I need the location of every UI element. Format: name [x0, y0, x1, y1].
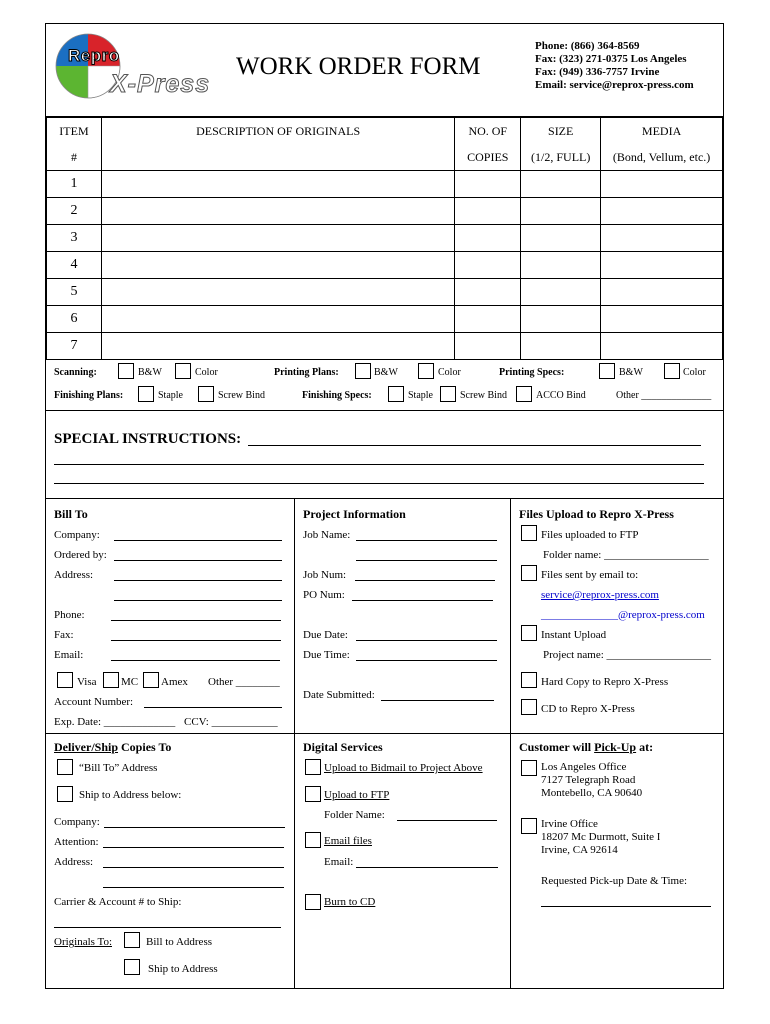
finishing-plans-label: Finishing Plans:	[54, 390, 124, 401]
printing-plans-color-checkbox[interactable]	[418, 363, 434, 379]
finishing-specs-screw-label: Screw Bind	[460, 390, 507, 401]
row-number: 1	[47, 171, 102, 198]
originals-ship-to-checkbox[interactable]	[124, 959, 140, 975]
special-instructions-line-1[interactable]	[248, 445, 701, 446]
col-size-sub: (1/2, FULL)	[521, 144, 601, 171]
deliver-heading-b: Copies To	[118, 740, 172, 754]
digital-section	[303, 738, 507, 983]
irvine-office-checkbox[interactable]	[521, 818, 537, 834]
email-sent-checkbox[interactable]	[521, 565, 537, 581]
cd-checkbox[interactable]	[521, 699, 537, 715]
la-office-name: Los Angeles Office	[541, 761, 627, 773]
mc-label: MC	[121, 676, 139, 688]
bill-to-ordered-by-field[interactable]	[114, 549, 282, 561]
row-number: 7	[47, 333, 102, 360]
instant-upload-label: Instant Upload	[541, 629, 607, 641]
desc-cell[interactable]	[101, 306, 454, 333]
col-item-header: ITEM	[47, 118, 102, 145]
date-submitted-label: Date Submitted:	[303, 689, 375, 701]
pickup-section	[519, 738, 721, 983]
contact-block	[535, 40, 694, 92]
job-name-label: Job Name:	[303, 529, 351, 541]
media-cell[interactable]	[601, 333, 723, 360]
upload-ftp-checkbox[interactable]	[305, 786, 321, 802]
project-name-label: Project name: ___________________	[543, 649, 712, 661]
ccv-label: CCV: ____________	[184, 716, 278, 728]
copies-cell[interactable]	[455, 306, 521, 333]
email-files-label: Email files	[324, 835, 372, 847]
po-num-field[interactable]	[352, 589, 493, 601]
bill-to-company-field[interactable]	[114, 529, 282, 541]
desc-cell[interactable]	[101, 279, 454, 306]
requested-pickup-field[interactable]	[541, 895, 711, 907]
size-cell[interactable]	[521, 333, 601, 360]
bill-to-email-label: Email:	[54, 649, 84, 661]
mc-checkbox[interactable]	[103, 672, 119, 688]
special-instructions-line-2[interactable]	[54, 464, 704, 465]
copies-cell[interactable]	[455, 333, 521, 360]
bill-to-address-field[interactable]	[114, 569, 282, 581]
bill-to-ordered-by-label: Ordered by:	[54, 549, 107, 561]
service-email-link[interactable]: service@reprox-press.com	[541, 589, 659, 601]
section-divider-top	[45, 498, 724, 499]
contact-fax-irvine: Fax: (949) 336-7757 Irvine	[535, 66, 660, 78]
printing-plans-label: Printing Plans:	[274, 367, 339, 378]
media-cell[interactable]	[601, 171, 723, 198]
bill-to-address-label: Address:	[54, 569, 94, 581]
bill-to-address-checkbox[interactable]	[57, 759, 73, 775]
finishing-plans-staple-checkbox[interactable]	[138, 386, 154, 402]
job-name-field-2[interactable]	[356, 549, 497, 561]
ship-company-label: Company:	[54, 816, 100, 828]
copies-cell[interactable]	[455, 171, 521, 198]
table-row	[47, 198, 723, 225]
col-copies-header: NO. OF	[455, 118, 521, 145]
due-time-field[interactable]	[356, 649, 497, 661]
row-number: 6	[47, 306, 102, 333]
column-divider-left	[294, 498, 295, 989]
printing-specs-label: Printing Specs:	[499, 367, 565, 378]
bill-to-phone-field[interactable]	[111, 609, 281, 621]
originals-bill-to-checkbox[interactable]	[124, 932, 140, 948]
desc-cell[interactable]	[101, 252, 454, 279]
finishing-plans-screw-label: Screw Bind	[218, 390, 265, 401]
bidmail-checkbox[interactable]	[305, 759, 321, 775]
finishing-specs-acco-checkbox[interactable]	[516, 386, 532, 402]
ship-attention-field[interactable]	[103, 836, 284, 848]
col-media-header: MEDIA	[601, 118, 723, 145]
scanning-color-checkbox[interactable]	[175, 363, 191, 379]
la-office-address	[541, 761, 642, 800]
ftp-upload-checkbox[interactable]	[521, 525, 537, 541]
contact-email: Email: service@reprox-press.com	[535, 79, 694, 91]
finishing-specs-label: Finishing Specs:	[302, 390, 372, 401]
visa-label: Visa	[77, 676, 97, 688]
scanning-color-label: Color	[195, 367, 218, 378]
deliver-heading	[54, 740, 171, 755]
special-instructions-line-3[interactable]	[54, 483, 704, 484]
project-heading: Project Information	[303, 507, 406, 521]
email-files-checkbox[interactable]	[305, 832, 321, 848]
amex-checkbox[interactable]	[143, 672, 159, 688]
pickup-heading-a: Customer will	[519, 740, 595, 754]
burn-cd-label: Burn to CD	[324, 896, 376, 908]
media-cell[interactable]	[601, 279, 723, 306]
desc-cell[interactable]	[101, 171, 454, 198]
row-number: 5	[47, 279, 102, 306]
size-cell[interactable]	[521, 252, 601, 279]
due-date-field[interactable]	[356, 629, 497, 641]
desc-cell[interactable]	[101, 225, 454, 252]
bill-to-heading: Bill To	[54, 507, 88, 521]
finishing-specs-acco-label: ACCO Bind	[536, 390, 586, 401]
job-num-label: Job Num:	[303, 569, 347, 581]
table-row	[47, 252, 723, 279]
bill-to-section	[54, 505, 290, 731]
digital-email-field[interactable]	[356, 856, 498, 868]
printing-specs-bw-checkbox[interactable]	[599, 363, 615, 379]
copies-cell[interactable]	[455, 198, 521, 225]
other-card-label: Other ________	[208, 676, 280, 688]
requested-pickup-label: Requested Pick-up Date & Time:	[541, 875, 688, 887]
bidmail-label: Upload to Bidmail to Project Above	[324, 762, 483, 774]
ship-address-label: Address:	[54, 856, 94, 868]
bill-to-company-label: Company:	[54, 529, 100, 541]
carrier-field[interactable]	[54, 916, 281, 928]
bill-to-fax-field[interactable]	[111, 629, 281, 641]
copies-cell[interactable]	[455, 279, 521, 306]
job-name-field[interactable]	[356, 529, 497, 541]
col-size-header: SIZE	[521, 118, 601, 145]
size-cell[interactable]	[521, 225, 601, 252]
bill-to-address-label: “Bill To” Address	[79, 762, 158, 774]
items-table	[46, 117, 723, 360]
finishing-specs-screw-checkbox[interactable]	[440, 386, 456, 402]
irvine-office-address	[541, 818, 660, 857]
table-header-row	[47, 118, 723, 145]
po-num-label: PO Num:	[303, 589, 345, 601]
bill-to-email-field[interactable]	[111, 649, 280, 661]
copies-cell[interactable]	[455, 252, 521, 279]
table-row	[47, 279, 723, 306]
burn-cd-checkbox[interactable]	[305, 894, 321, 910]
options-divider	[45, 410, 724, 411]
logo	[50, 30, 220, 102]
upload-ftp-label: Upload to FTP	[324, 789, 390, 801]
finishing-specs-staple-label: Staple	[408, 390, 433, 401]
size-cell[interactable]	[521, 279, 601, 306]
col-media-sub: (Bond, Vellum, etc.)	[601, 144, 723, 171]
la-office-city: Montebello, CA 90640	[541, 787, 643, 799]
copies-cell[interactable]	[455, 225, 521, 252]
printing-specs-color-checkbox[interactable]	[664, 363, 680, 379]
col-copies-sub: COPIES	[455, 144, 521, 171]
table-row	[47, 171, 723, 198]
printing-specs-color-label: Color	[683, 367, 706, 378]
carrier-label: Carrier & Account # to Ship:	[54, 896, 182, 908]
ship-attention-label: Attention:	[54, 836, 99, 848]
irvine-office-city: Irvine, CA 92614	[541, 844, 618, 856]
finishing-plans-screw-checkbox[interactable]	[198, 386, 214, 402]
bill-to-phone-label: Phone:	[54, 609, 85, 621]
scanning-bw-checkbox[interactable]	[118, 363, 134, 379]
cd-label: CD to Repro X-Press	[541, 703, 635, 715]
media-cell[interactable]	[601, 252, 723, 279]
originals-ship-to-label: Ship to Address	[148, 963, 218, 975]
media-cell[interactable]	[601, 198, 723, 225]
printing-plans-bw-checkbox[interactable]	[355, 363, 371, 379]
desc-cell[interactable]	[101, 333, 454, 360]
row-number: 4	[47, 252, 102, 279]
digital-folder-name-field[interactable]	[397, 809, 497, 821]
col-desc-header: DESCRIPTION OF ORIGINALS	[101, 118, 454, 145]
digital-folder-name-label: Folder Name:	[324, 809, 385, 821]
ship-address-field-2[interactable]	[103, 876, 284, 888]
digital-heading: Digital Services	[303, 740, 383, 754]
finishing-row	[54, 386, 719, 406]
size-cell[interactable]	[521, 171, 601, 198]
amex-label: Amex	[161, 676, 188, 688]
column-divider-right	[510, 498, 511, 989]
logo-text-repro: Repro	[68, 46, 120, 65]
bill-to-address-field-2[interactable]	[114, 589, 282, 601]
visa-checkbox[interactable]	[57, 672, 73, 688]
project-section	[303, 505, 507, 731]
bill-to-fax-label: Fax:	[54, 629, 74, 641]
digital-email-label: Email:	[324, 856, 354, 868]
pickup-heading	[519, 740, 653, 755]
contact-phone: Phone: (866) 364-8569	[535, 40, 640, 52]
date-submitted-field[interactable]	[381, 689, 494, 701]
row-number: 2	[47, 198, 102, 225]
email-sent-label: Files sent by email to:	[541, 569, 639, 581]
deliver-heading-a: Deliver/Ship	[54, 740, 119, 754]
contact-fax-la: Fax: (323) 271-0375 Los Angeles	[535, 53, 687, 65]
la-office-street: 7127 Telegraph Road	[541, 774, 636, 786]
row-number: 3	[47, 225, 102, 252]
col-item-sub: #	[47, 144, 102, 171]
pickup-heading-b: Pick-Up	[594, 740, 637, 754]
account-number-field[interactable]	[144, 696, 282, 708]
section-divider-middle	[45, 733, 724, 734]
size-cell[interactable]	[521, 306, 601, 333]
media-cell[interactable]	[601, 225, 723, 252]
originals-bill-to-label: Bill to Address	[146, 936, 213, 948]
files-heading: Files Upload to Repro X-Press	[519, 507, 674, 521]
files-folder-name: Folder name: ___________________	[543, 549, 709, 561]
col-desc-sub	[101, 144, 454, 171]
due-time-label: Due Time:	[303, 649, 350, 661]
irvine-office-name: Irvine Office	[541, 818, 598, 830]
job-num-field[interactable]	[355, 569, 495, 581]
la-office-checkbox[interactable]	[521, 760, 537, 776]
logo-text-xpress: X-Press	[110, 70, 211, 98]
scanning-label: Scanning:	[54, 367, 97, 378]
hard-copy-checkbox[interactable]	[521, 672, 537, 688]
table-row	[47, 306, 723, 333]
finishing-plans-staple-label: Staple	[158, 390, 183, 401]
scanning-row	[54, 363, 719, 383]
table-row	[47, 333, 723, 360]
originals-to-label: Originals To:	[54, 936, 112, 948]
files-section	[519, 505, 721, 731]
printing-plans-color-label: Color	[438, 367, 461, 378]
size-cell[interactable]	[521, 198, 601, 225]
due-date-label: Due Date:	[303, 629, 348, 641]
irvine-office-street: 18207 Mc Durmott, Suite I	[541, 831, 661, 843]
ship-below-label: Ship to Address below:	[79, 789, 182, 801]
account-number-label: Account Number:	[54, 696, 134, 708]
deliver-section	[54, 738, 290, 983]
finishing-specs-staple-checkbox[interactable]	[388, 386, 404, 402]
ship-company-field[interactable]	[104, 816, 285, 828]
scanning-bw-label: B&W	[138, 367, 162, 378]
table-header-subrow	[47, 144, 723, 171]
ship-address-field[interactable]	[103, 856, 284, 868]
instant-upload-checkbox[interactable]	[521, 625, 537, 641]
hard-copy-label: Hard Copy to Repro X-Press	[541, 676, 669, 688]
exp-date-label: Exp. Date: _____________	[54, 716, 176, 728]
finishing-specs-other-label: Other ______________	[616, 390, 712, 401]
ftp-upload-label: Files uploaded to FTP	[541, 529, 639, 541]
pickup-heading-c: at:	[636, 740, 654, 754]
media-cell[interactable]	[601, 306, 723, 333]
custom-email-field[interactable]: ______________@reprox-press.com	[541, 609, 705, 621]
table-row	[47, 225, 723, 252]
printing-specs-bw-label: B&W	[619, 367, 643, 378]
ship-below-checkbox[interactable]	[57, 786, 73, 802]
special-instructions-label: SPECIAL INSTRUCTIONS:	[54, 431, 242, 447]
printing-plans-bw-label: B&W	[374, 367, 398, 378]
desc-cell[interactable]	[101, 198, 454, 225]
form-title: WORK ORDER FORM	[236, 53, 481, 80]
